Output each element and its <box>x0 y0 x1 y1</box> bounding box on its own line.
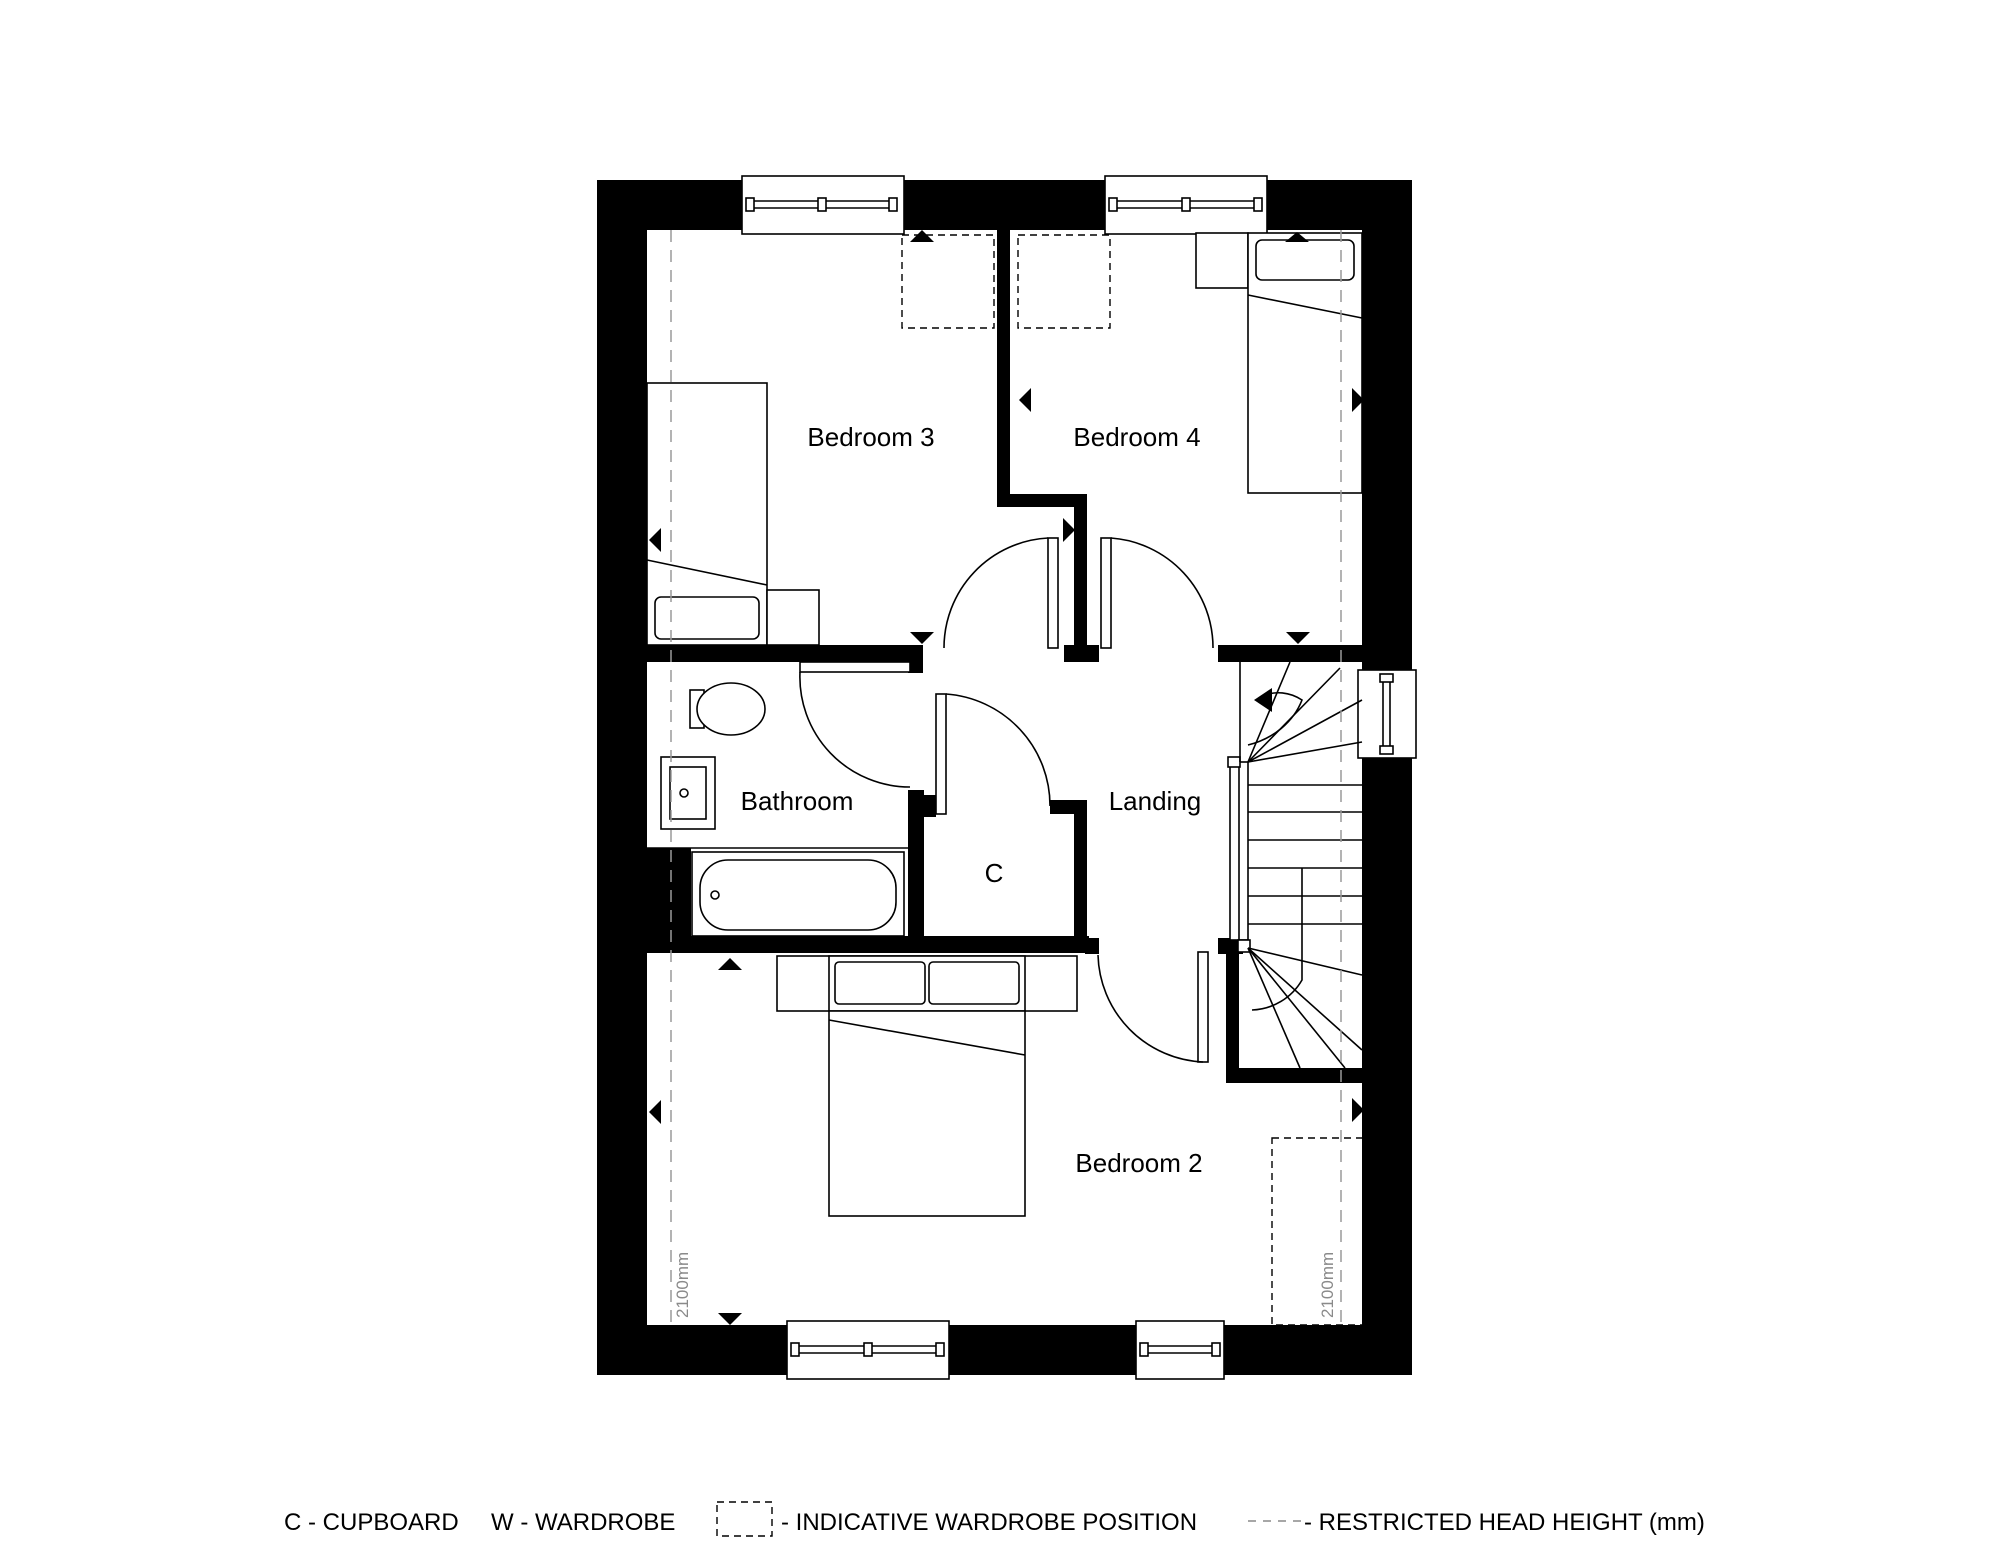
label-bedroom2: Bedroom 2 <box>1075 1148 1203 1178</box>
window-bedroom3 <box>742 176 904 234</box>
left-head-height-label: 2100mm <box>673 1251 692 1318</box>
label-landing: Landing <box>1108 786 1202 816</box>
window-bedroom2-right <box>1136 1321 1224 1379</box>
legend-cupboard: C - CUPBOARD <box>284 1509 459 1536</box>
window-bedroom4 <box>1105 176 1267 234</box>
legend-indicative-wardrobe: - INDICATIVE WARDROBE POSITION <box>781 1509 1198 1536</box>
staircase <box>1228 662 1362 1068</box>
legend <box>284 1502 1705 1536</box>
bedroom4-furniture <box>1018 232 1362 493</box>
label-bathroom: Bathroom <box>740 786 854 816</box>
label-cupboard: C <box>984 858 1004 888</box>
label-bedroom3: Bedroom 3 <box>807 422 935 452</box>
window-stairs <box>1358 670 1416 758</box>
right-head-height-label: 2100mm <box>1318 1251 1337 1318</box>
stair-treads <box>1240 662 1362 1068</box>
legend-dashed-box-icon <box>717 1502 772 1536</box>
legend-restricted-head-height: - RESTRICTED HEAD HEIGHT (mm) <box>1304 1509 1705 1536</box>
legend-wardrobe: W - WARDROBE <box>491 1509 676 1536</box>
label-bedroom4: Bedroom 4 <box>1073 422 1201 452</box>
window-bedroom2-left <box>787 1321 949 1379</box>
head-height-labels <box>673 1252 1337 1318</box>
